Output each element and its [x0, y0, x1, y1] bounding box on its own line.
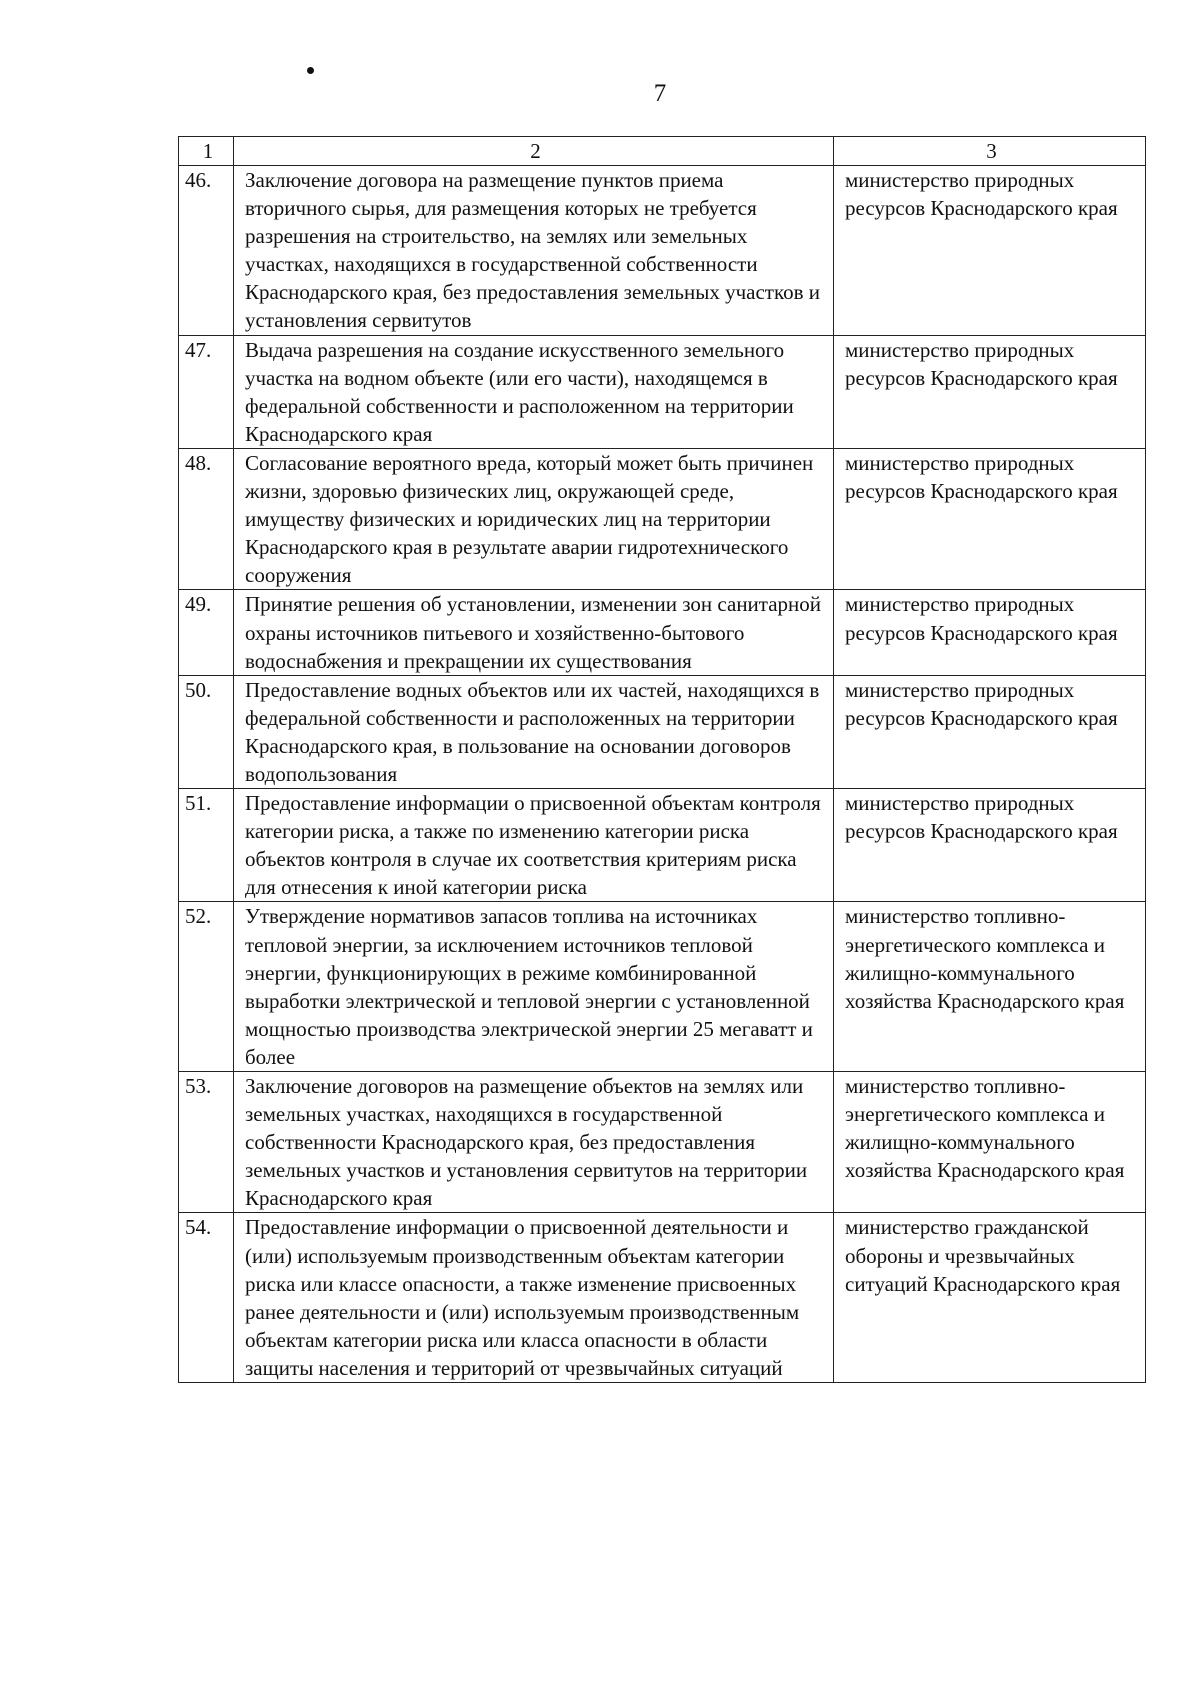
services-table [178, 136, 1146, 1383]
table-row [179, 902, 1146, 1072]
row-number: 48. [179, 448, 234, 589]
responsible-authority: министерство природных ресурсов Краснодарского края [834, 789, 1146, 902]
header-col-1: 1 [179, 137, 234, 166]
responsible-authority: министерство природных ресурсов Краснодарского края [834, 590, 1146, 675]
responsible-authority: министерство природных ресурсов Краснодарского края [834, 675, 1146, 788]
row-number: 49. [179, 590, 234, 675]
row-number: 54. [179, 1213, 234, 1383]
table-row [179, 166, 1146, 336]
service-name: Выдача разрешения на создание искусственного земельного участка на водном объекте (или его части), находящемся в федеральной собственности и расположенном на территории Краснодарского края [234, 335, 834, 448]
table-row [179, 448, 1146, 589]
row-number: 47. [179, 335, 234, 448]
service-name: Предоставление информации о присвоенной объектам контроля категории риска, а также по изменению категории риска объектов контроля в случае их соответствия критериям риска для отнесения к иной категории риска [234, 789, 834, 902]
header-col-2: 2 [234, 137, 834, 166]
responsible-authority: министерство природных ресурсов Краснодарского края [834, 335, 1146, 448]
responsible-authority: министерство топливно-энергетического комплекса и жилищно-коммунального хозяйства Краснодарского края [834, 1072, 1146, 1213]
row-number: 50. [179, 675, 234, 788]
responsible-authority: министерство природных ресурсов Краснодарского края [834, 166, 1146, 336]
service-name: Утверждение нормативов запасов топлива на источниках тепловой энергии, за исключением источников тепловой энергии, функционирующих в режиме комбинированной выработки электрической и тепловой энергии с установленной мощностью производства электрической энергии 25 мегаватт и более [234, 902, 834, 1072]
table-row [179, 789, 1146, 902]
responsible-authority: министерство топливно-энергетического комплекса и жилищно-коммунального хозяйства Краснодарского края [834, 902, 1146, 1072]
service-name: Предоставление водных объектов или их частей, находящихся в федеральной собственности и расположенных на территории Краснодарского края, в пользование на основании договоров водопользования [234, 675, 834, 788]
responsible-authority: министерство природных ресурсов Краснодарского края [834, 448, 1146, 589]
service-name: Принятие решения об установлении, изменении зон санитарной охраны источников питьевого и хозяйственно-бытового водоснабжения и прекращении их существования [234, 590, 834, 675]
table-row [179, 1213, 1146, 1383]
service-name: Согласование вероятного вреда, который может быть причинен жизни, здоровью физических лиц, окружающей среде, имуществу физических и юридических лиц на территории Краснодарского края в результате аварии гидротехнического сооружения [234, 448, 834, 589]
service-name: Предоставление информации о присвоенной деятельности и (или) используемым производственным объектам категории риска или классе опасности, а также изменение присвоенных ранее деятельности и (или) используемым производственным объектам категории риска или класса опасности в области защиты населения и территорий от чрезвычайных ситуаций [234, 1213, 834, 1383]
table-row [179, 590, 1146, 675]
table-row [179, 675, 1146, 788]
table-row [179, 1072, 1146, 1213]
row-number: 51. [179, 789, 234, 902]
row-number: 52. [179, 902, 234, 1072]
table-header-row [179, 137, 1146, 166]
page-number: 7 [653, 80, 667, 107]
row-number: 46. [179, 166, 234, 336]
service-name: Заключение договора на размещение пунктов приема вторичного сырья, для размещения которых не требуется разрешения на строительство, на землях или земельных участках, находящихся в государственной собственности Краснодарского края, без предоставления земельных участков и установления сервитутов [234, 166, 834, 336]
scan-dot-mark [307, 67, 314, 74]
responsible-authority: министерство гражданской обороны и чрезвычайных ситуаций Краснодарского края [834, 1213, 1146, 1383]
table-row [179, 335, 1146, 448]
row-number: 53. [179, 1072, 234, 1213]
header-col-3: 3 [834, 137, 1146, 166]
service-name: Заключение договоров на размещение объектов на землях или земельных участках, находящихся в государственной собственности Краснодарского края, без предоставления земельных участков и установления сервитутов на территории Краснодарского края [234, 1072, 834, 1213]
